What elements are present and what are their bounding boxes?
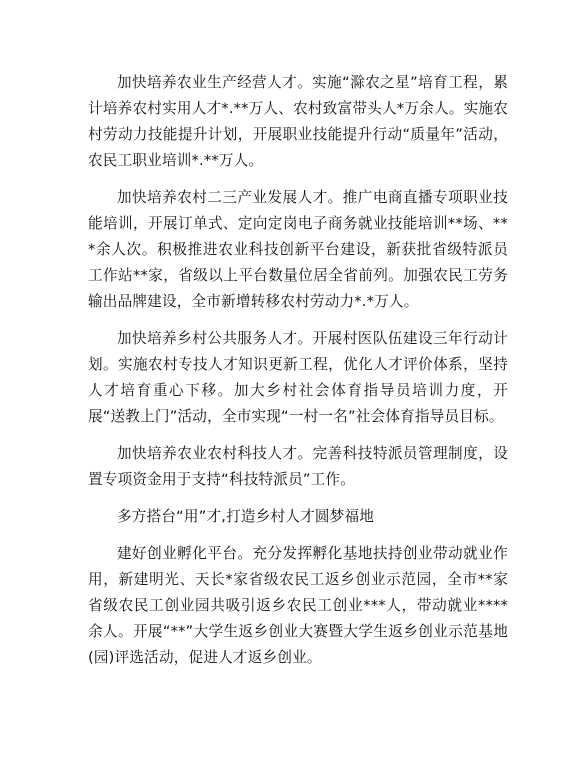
section-heading: 多方搭台“用”才,打造乡村人才圆梦福地 [117, 508, 375, 525]
paragraph-public-service-talent: 加快培养乡村公共服务人才。开展村医队伍建设三年行动计划。实施农村专技人才知识更新工程，优化人才评价体系，坚持人才培育重心下移。加大乡村社会体育指导员培训力度，开展“送教上门”活动，全市实现“一村一名”社会体育指导员目标。 [88, 330, 508, 425]
paragraph-industry-talent: 加快培养农村二三产业发展人才。推广电商直播专项职业技能培训，开展订单式、定向定岗电子商务就业技能培训**场、***余人次。积极推进农业科技创新平台建设，新获批省级特派员工作站**家，省级以上平台数量位居全省前列。加强农民工劳务输出品牌建设，全市新增转移农村劳动力*.*万人。 [88, 189, 508, 310]
paragraph-tech-talent: 加快培养农业农村科技人才。完善科技特派员管理制度，设置专项资金用于支持“科技特派员”工作。 [88, 445, 508, 488]
paragraph-agri-talent: 加快培养农业生产经营人才。实施“滁农之星”培育工程，累计培养农村实用人才*.**万人、农村致富带头人*万余人。实施农村劳动力技能提升计划，开展职业技能提升行动“质量年”活动，农民工职业培训*.**万人。 [88, 74, 508, 169]
paragraph-incubation-platform: 建好创业孵化平台。充分发挥孵化基地扶持创业带动就业作用，新建明光、天长*家省级农民工返乡创业示范园，全市**家省级农民工创业园共吸引返乡农民工创业***人，带动就业****余人。开展“**”大学生返乡创业大赛暨大学生返乡创业示范基地(园)评选活动，促进人才返乡创业。 [88, 545, 508, 666]
document-page [88, 70, 508, 682]
